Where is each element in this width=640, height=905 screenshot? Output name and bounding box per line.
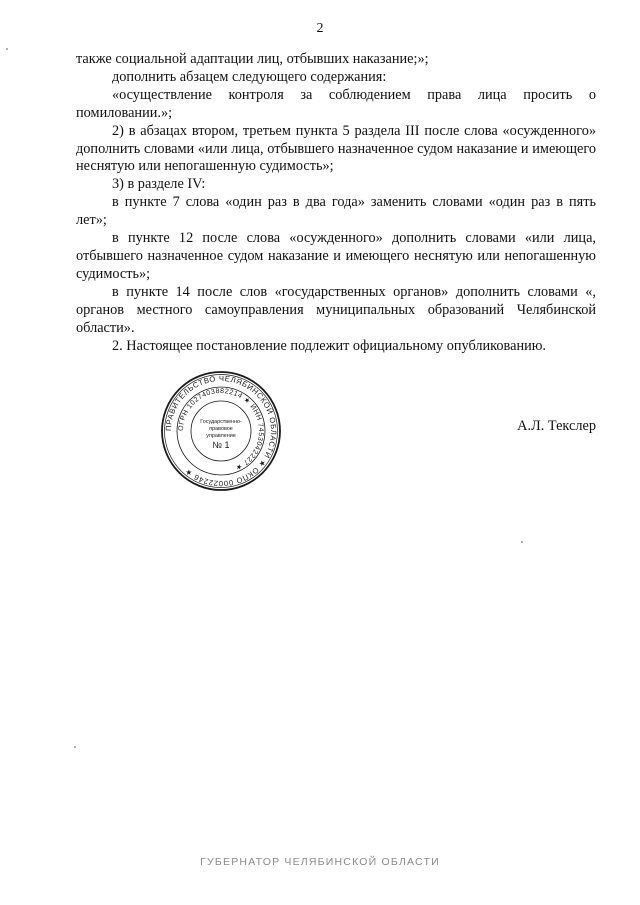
paragraph: также социальной адаптации лиц, отбывших наказание;»; xyxy=(76,51,429,67)
signature-name: А.Л. Текслер xyxy=(517,418,596,434)
paragraph: «осуществление контроля за соблюдением права лица просить о помиловании.»; xyxy=(76,86,596,121)
paragraph: в пункте 12 после слова «осужденного» дополнить словами «или лица, отбывшего назначенное судом наказание и имеющего неснятую или непогашенную судимость»; xyxy=(76,230,596,282)
official-seal xyxy=(160,370,282,492)
page-number: 2 xyxy=(316,21,324,36)
scan-speck xyxy=(74,746,76,748)
paragraph: в пункте 7 слова «один раз в два года» заменить словами «один раз в пять лет»; xyxy=(76,194,596,229)
footer-label: ГУБЕРНАТОР ЧЕЛЯБИНСКОЙ ОБЛАСТИ xyxy=(200,856,440,868)
paragraph: в пункте 14 после слов «государственных органов» дополнить словами «, органов местного самоуправления муниципальных образований Челябинской области». xyxy=(76,283,596,336)
scan-speck xyxy=(521,541,523,543)
seal-center-line: управление xyxy=(206,433,236,439)
seal-inner-text: ОГРН 1027403882214 ★ ИНН 7453042227 ★ xyxy=(177,387,265,472)
paragraph: 3) в разделе IV: xyxy=(112,176,206,193)
document-body xyxy=(76,51,596,355)
seal-center-number: № 1 xyxy=(212,440,230,450)
paragraph: 2. Настоящее постановление подлежит официальному опубликованию. xyxy=(112,337,547,354)
seal-center-line: правовое xyxy=(209,426,233,432)
paragraph: 2) в абзацах втором, третьем пункта 5 раздела III после слова «осужденного» дополнить словами «или лица, отбывшего назначенное судом наказание и имеющего неснятую или непогашенную судимость»; xyxy=(76,122,596,175)
paragraph: дополнить абзацем следующего содержания: xyxy=(112,68,387,85)
seal-center-line: Государственно- xyxy=(200,419,242,425)
seal-outer-text: ПРАВИТЕЛЬСТВО ЧЕЛЯБИНСКОЙ ОБЛАСТИ ★ ОКПО 00022246 ★ xyxy=(163,373,279,489)
scan-speck xyxy=(6,48,8,50)
